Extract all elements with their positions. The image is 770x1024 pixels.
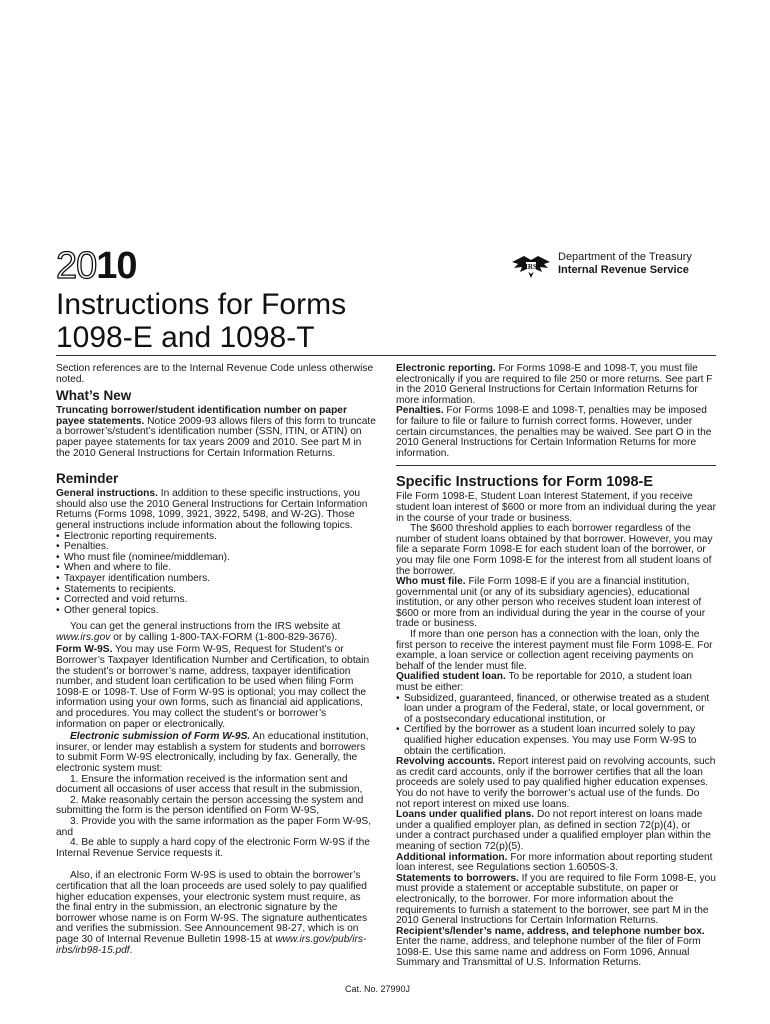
- additional-lead: Additional information.: [396, 851, 508, 863]
- qualified-loan-paragraph: [396, 672, 716, 693]
- also-paragraph: [56, 871, 376, 956]
- agency-block: [510, 250, 725, 282]
- more-than-one-paragraph: If more than one person has a connection with the loan, only the first person to receive the interest payment must file Form 1098-E. For example, a loan service or collection agent receiving payments on behalf of the lender must file.: [396, 629, 713, 672]
- general-body: In addition to these specific instructions, you should also use the 2010 General Instructions for Certain Information Returns (Forms 1098, 1099, 3921, 3922, 5498, and W-2G). Those general instructions include information about the following topics.: [56, 488, 368, 531]
- revolving-body: Report interest paid on revolving accounts, such as credit card accounts, only if the borrower certifies that all the loan proceeds are solely used to pay qualified higher education expenses. You do not have to verify the borrower’s actual use of the funds. Do not report interest on mixed use loans.: [396, 756, 716, 810]
- list-item: • When and where to file.: [56, 563, 376, 574]
- whats-new-heading: What’s New: [56, 388, 132, 404]
- get-instructions-paragraph: [56, 622, 376, 643]
- irb-link[interactable]: www.irs.gov/pub/irs-irbs/irb98-15.pdf: [56, 933, 367, 956]
- list-item: • Statements to recipients.: [56, 585, 376, 596]
- penalties-lead: Penalties.: [396, 405, 444, 417]
- list-item: • Other general topics.: [56, 606, 376, 617]
- w9s-body: You may use Form W-9S, Request for Student’s or Borrower’s Taxpayer Identification Number and Certification, to obtain the student’s or borrower’s name, address, taxpayer identification number, and student loan certification to be used when filing Form 1098-E or 1098-T. Use of Form W-9S is optional; you may collect the information using your own forms, such as financial aid applications, and procedures. You may collect the student’s or borrower’s information on paper or electronically.: [56, 644, 370, 730]
- w9s-lead: Form W-9S.: [56, 644, 113, 656]
- w9s-paragraph: [56, 645, 376, 730]
- threshold-paragraph: The $600 threshold applies to each borrower regardless of the number of student loans obtained by that borrower. However, you may file a separate Form 1098-E for each student loan of the borrower, or you may file one Form 1098-E for the interest from all student loans of the borrower.: [396, 523, 713, 577]
- revolving-lead: Revolving accounts.: [396, 756, 496, 768]
- statements-lead: Statements to borrowers.: [396, 872, 519, 884]
- general-lead: General instructions.: [56, 488, 158, 500]
- title-line-2: 1098-E and 1098-T: [56, 321, 315, 354]
- who-body: File Form 1098-E if you are a financial institution, governmental unit (or any of its subsidiary agencies), educational institution, or any other person who receives student loan interest of $600 or more from an individual during the year in the course of your trade or business.: [396, 576, 706, 630]
- revolving-paragraph: [396, 757, 716, 810]
- ereport-body: For Forms 1098-E and 1098-T, you must file electronically if you are required to file 250 or more returns. See part F in the 2010 General Instructions for Certain Information Returns for more information.: [396, 363, 713, 406]
- general-instructions-paragraph: [56, 489, 376, 531]
- truncating-lead: Truncating borrower/student identification number on paper payee statements.: [56, 405, 347, 427]
- right-column: [396, 364, 716, 969]
- electronic-reporting-paragraph: [396, 364, 716, 406]
- title-divider: [56, 355, 716, 356]
- step-item: 1. Ensure the information received is the information sent and document all occasions of user access that result in the submission,: [56, 773, 363, 796]
- step-item: 3. Provide you with the same information as the paper Form W-9S, and: [56, 815, 372, 838]
- form-year: [56, 246, 137, 286]
- intro-paragraph: Section references are to the Internal Revenue Code unless otherwise noted.: [56, 363, 374, 385]
- department-name: Department of the Treasury: [558, 251, 692, 263]
- svg-text:IRS: IRS: [525, 263, 537, 271]
- recipient-lead: Recipient’s/lender’s name, address, and telephone number box.: [396, 925, 705, 937]
- topics-list: [56, 532, 376, 617]
- step-item: 4. Be able to supply a hard copy of the electronic Form W-9S if the Internal Revenue Service requests it.: [56, 837, 370, 859]
- recipient-paragraph: [396, 927, 716, 969]
- truncating-paragraph: [56, 406, 376, 459]
- specific-instructions-heading: Specific Instructions for Form 1098-E: [396, 474, 654, 491]
- title-line-1: Instructions for Forms: [56, 288, 347, 321]
- loans-body: Do not report interest on loans made under a qualified employer plan, as defined in section 72(p)(4), or under a contract purchased under a qualified employer plan within the meaning of section 72(p)(5).: [396, 809, 711, 852]
- year-outline-digits: 20: [56, 245, 97, 287]
- step-item: 2. Make reasonably certain the person accessing the system and submitting the form is the person identified on Form W-9S,: [56, 794, 364, 817]
- get-instructions-phone: or by calling 1-800-TAX-FORM (1-800-829-3676).: [110, 631, 338, 643]
- loans-lead: Loans under qualified plans.: [396, 809, 535, 821]
- ereport-lead: Electronic reporting.: [396, 363, 496, 374]
- who-lead: Who must file.: [396, 576, 466, 588]
- specific-intro: File Form 1098-E, Student Loan Interest Statement, if you receive student loan interest of $600 or more from an individual during the year in the course of your trade or business.: [396, 491, 716, 524]
- also-end: .: [129, 944, 133, 956]
- list-item: • Who must file (nominee/middleman).: [56, 553, 376, 564]
- year-solid-digits: 10: [96, 245, 137, 287]
- penalties-body: For Forms 1098-E and 1098-T, penalties may be imposed for failure to file or failure to furnish correct forms. However, under certain circumstances, the penalties may be waived. See part O in the 2010 General Instructions for Certain Information Returns for more information.: [396, 405, 712, 459]
- list-item: • Taxpayer identification numbers.: [56, 574, 376, 585]
- list-item: • Penalties.: [56, 542, 376, 553]
- recipient-body: Enter the name, address, and telephone number of the filer of Form 1098-E. Use this same name and address on Form 1096, Annual Summary and Transmittal of U.S. Information Returns.: [396, 936, 701, 969]
- agency-name: Internal Revenue Service: [558, 264, 689, 276]
- additional-body: For more information about reporting student loan interest, see Regulations section 1.6050S-3.: [396, 851, 713, 874]
- catalog-number: Cat. No. 27990J: [345, 984, 411, 994]
- esub-body: An educational institution, insurer, or lender may establish a system for students and borrowers to submit Form W-9S electronically, including by fax. Generally, the electronic system must:: [56, 731, 369, 774]
- qualified-body: To be reportable for 2010, a student loan must be either:: [396, 671, 692, 694]
- page-title: [56, 288, 346, 354]
- irs-eagle-logo-icon: [510, 250, 552, 280]
- statements-paragraph: [396, 874, 716, 927]
- list-item: • Certified by the borrower as a student loan incurred solely to pay qualified higher education expenses. You may use Form W-9S to obtain the certification.: [396, 725, 716, 757]
- list-item: • Electronic reporting requirements.: [56, 532, 376, 543]
- qualified-lead: Qualified student loan.: [396, 671, 506, 683]
- esub-lead: Electronic submission of Form W-9S.: [70, 731, 251, 743]
- additional-info-paragraph: [396, 853, 716, 874]
- list-item: • Subsidized, guaranteed, financed, or otherwise treated as a student loan under a program of the Federal, state, or local government, or of a postsecondary educational institution, or: [396, 694, 716, 726]
- qualified-plans-paragraph: [396, 810, 716, 852]
- truncating-body: Notice 2009-93 allows filers of this form to truncate a borrower’s/student’s identification number (SSN, ITIN, or ATIN) on paper payee statements for tax years 2009 and 2010. See part M in the 2010 General Instructions for Certain Information Returns.: [56, 415, 376, 459]
- qualified-items-list: [396, 694, 716, 758]
- penalties-paragraph: [396, 406, 716, 459]
- left-column: [56, 364, 376, 956]
- irs-website-link[interactable]: www.irs.gov: [56, 631, 111, 643]
- reminder-heading: Reminder: [56, 471, 119, 487]
- who-must-file-paragraph: [396, 577, 716, 630]
- statements-body: If you are required to file Form 1098-E, you must provide a statement or acceptable substitute, on paper or electronically, to the borrower. For more information about the requirements to furnish a statement to the borrower, see part M in the 2010 General Instructions for Certain Information Returns.: [396, 872, 716, 927]
- esub-paragraph: [56, 732, 376, 774]
- also-text: Also, if an electronic Form W-9S is used to obtain the borrower’s certification that all the loan proceeds are used solely to pay qualified higher education expenses, your electronic system must require, as the final entry in the submission, an electronic signature by the borrower whose name is on Form W-9S. The signature authenticates and verifies the submission. See Announcement 98-27, which is on page 30 of Internal Revenue Bulletin 1998-15 at: [56, 870, 368, 945]
- section-divider: [396, 465, 716, 466]
- list-item: • Corrected and void returns.: [56, 595, 376, 606]
- get-instructions-text: You can get the general instructions from the IRS website at: [70, 621, 341, 633]
